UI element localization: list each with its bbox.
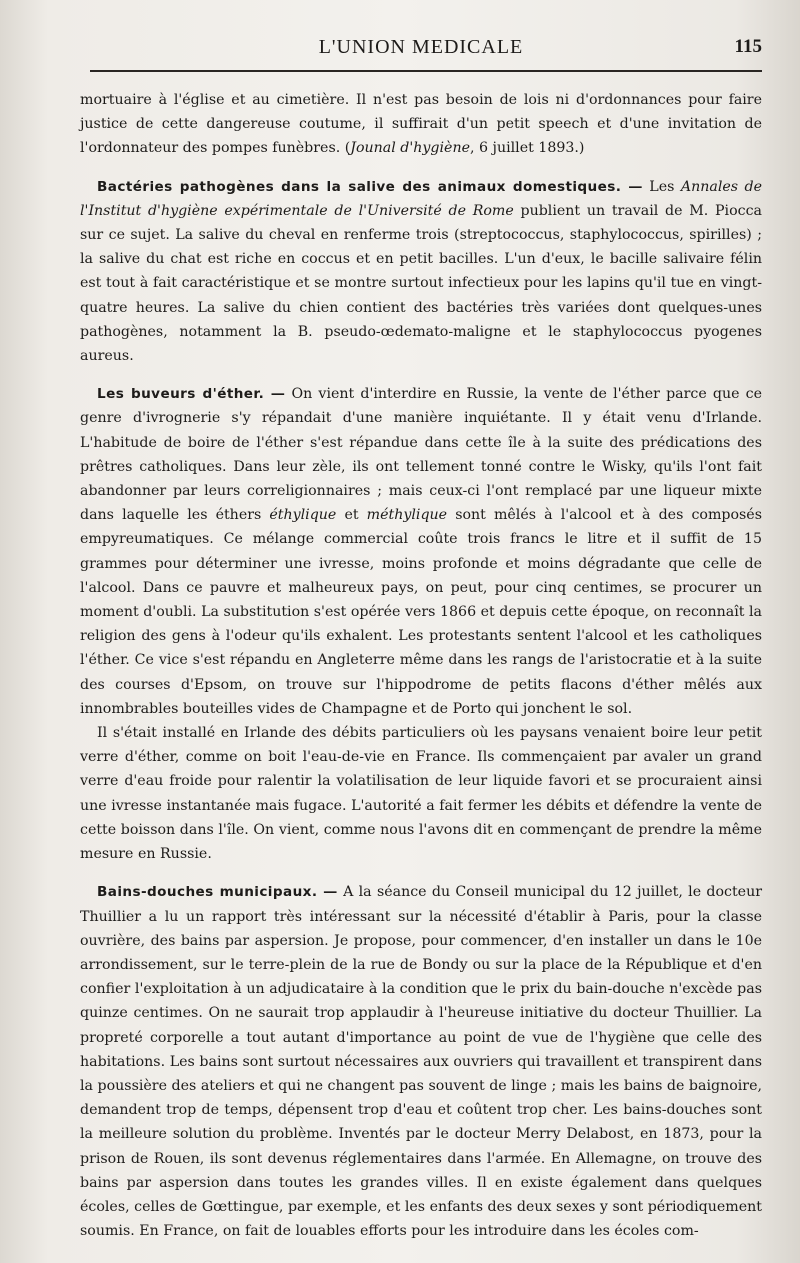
article-funeral-ending: mortuaire à l'église et au cimetière. Il n'est pas besoin de lois ni d'ordonnances pour faire justice de cette dangereuse coutume, il suffirait d'un petit speech et d'une invitation de l'ordonnateur des pompes funèbres. (Jounal d'hygiène, 6 juillet 1893.) bbox=[80, 92, 762, 157]
section-heading: Bains-douches municipaux. bbox=[97, 884, 318, 901]
citation: Jounal d'hygiène bbox=[350, 140, 470, 157]
header-rule bbox=[90, 70, 762, 72]
running-title: L'UNION MEDICALE bbox=[318, 36, 524, 58]
article-body bbox=[80, 88, 762, 1243]
source-title: Annales de l'Institut d'hygiène expérimentale de l'Université de Rome bbox=[80, 178, 762, 219]
page-number: 115 bbox=[734, 36, 762, 57]
term-ethylique: éthylique bbox=[269, 507, 337, 524]
article-ether-paragraph-2: Il s'était installé en Irlande des débits particuliers où les paysans venaient boire leur petit verre d'éther, comme on boit l'eau-de-vie en France. Ils commençaient par avaler un grand verre d'eau froide pour ralentir la volatilisation de leur liquide favori et se procuraient ainsi une ivresse instantanée mais fugace. L'autorité a fait fermer les débits et défendre la vente de cette boisson dans l'île. On vient, comme nous l'avons dit en commençant de prendre la même mesure en Russie. bbox=[80, 725, 762, 863]
article-bacteria: Bactéries pathogènes dans la salive des animaux domestiques. — Les Annales de l'Institut d'hygiène expérimentale de l'Université de Rome publient un travail de M. Piocca sur ce sujet. La salive du cheval en renferme trois (streptococcus, staphylococcus, spirilles) ; la salive du chat est riche en coccus et en petit bacilles. L'un d'eux, le bacille salivaire félin est tout à fait caractéristique et se montre surtout infectieux pour les lapins qu'il tue en vingt-quatre heures. La salive du chien contient des bactéries très variées dont quelques-unes pathogènes, notamment la B. pseudo-œdemato-maligne et le staphylococcus pyogenes aureus. bbox=[80, 178, 762, 365]
running-head bbox=[80, 30, 762, 66]
term-methylique: méthylique bbox=[366, 507, 448, 524]
article-ether-drinkers: Les buveurs d'éther. — On vient d'interdire en Russie, la vente de l'éther parce que ce genre d'ivrognerie s'y répandait d'une manière inquiétante. Il y était venu d'Irlande. L'habitude de boire de l'éther s'est répandue dans cette île à la suite des prédications des prêtres catholiques. Dans leur zèle, ils ont tellement tonné contre le Wisky, qu'ils l'ont fait abandonner par leurs correligionnaires ; mais ceux-ci l'ont remplacé par une liqueur mixte dans laquelle les éthers éthylique et méthylique sont mêlés à l'alcool et à des composés empyreumatiques. Ce mélange commercial coûte trois francs le litre et il suffit de 15 grammes pour déterminer une ivresse, moins profonde et moins dégradante que celle de l'alcool. Dans ce pauvre et malheureux pays, on peut, pour cinq centimes, se procurer un moment d'oubli. La substitution s'est opérée vers 1866 et depuis cette époque, on reconnaît la religion des gens à l'odeur qu'ils exhalent. Les protestants sentent l'alcool et les catholiques l'éther. Ce vice s'est répandu en Angleterre même dans les rangs de l'aristocratie et à la suite des courses d'Epsom, on trouve sur l'hippodrome de petits flacons d'éther mêlés aux innombrables bouteilles vides de Champagne et de Porto qui jonchent le sol. bbox=[80, 386, 762, 717]
article-bains-douches: Bains-douches municipaux. — A la séance du Conseil municipal du 12 juillet, le docteur Thuillier a lu un rapport très intéressant sur la nécessité d'établir à Paris, pour la classe ouvrière, des bains par aspersion. Je propose, pour commencer, d'en installer un dans le 10e arrondissement, sur le terre-plein de la rue de Bondy ou sur la place de la République et d'en confier l'exploitation à un adjudicataire à la condition que le prix du bain-douche n'excède pas quinze centimes. On ne saurait trop applaudir à l'heureuse initiative du docteur Thuillier. La propreté corporelle a tout autant d'importance au point de vue de l'hygiène que celle des habitations. Les bains sont surtout nécessaires aux ouvriers qui travaillent et transpirent dans la poussière des ateliers et qui ne changent pas souvent de linge ; mais les bains de baignoire, demandent trop de temps, dépensent trop d'eau et coûtent trop cher. Les bains-douches sont la meilleure solution du problème. Inventés par le docteur Merry Delabost, en 1873, pour la prison de Rouen, ils sont devenus réglementaires dans l'armée. En Allemagne, on trouve des bains par aspersion dans toutes les grandes villes. Il en existe également dans quelques écoles, celles de Gœttingue, par exemple, et les enfants des deux sexes y sont périodiquement soumis. En France, on fait de louables efforts pour les introduire dans les écoles com- bbox=[80, 884, 762, 1240]
section-heading: Bactéries pathogènes dans la salive des animaux domestiques. bbox=[97, 178, 622, 195]
section-heading: Les buveurs d'éther. bbox=[97, 386, 265, 403]
